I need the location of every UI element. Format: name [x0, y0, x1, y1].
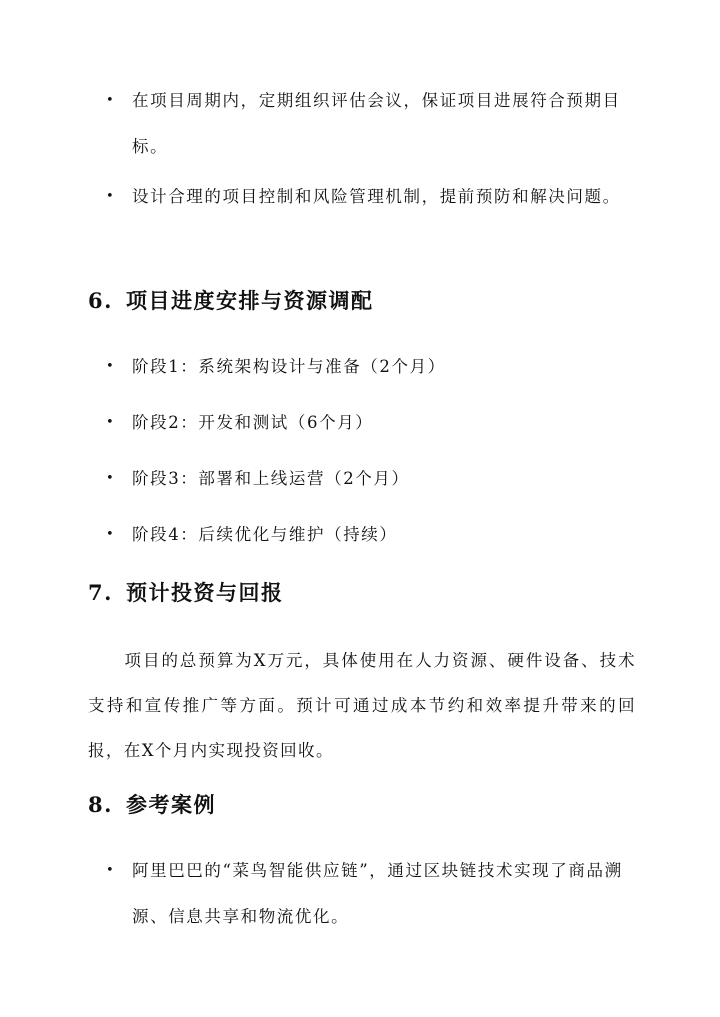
section-paragraph — [88, 638, 636, 773]
list-item-text: 阶段4：后续优化与维护（持续） — [132, 525, 398, 544]
section-title: 参考案例 — [126, 792, 216, 817]
section-number: 7. — [88, 580, 113, 605]
section-number: 8. — [88, 792, 113, 817]
section-number: 6. — [88, 288, 113, 313]
list-item — [108, 344, 628, 390]
list-item — [108, 848, 628, 940]
section-title: 预计投资与回报 — [126, 580, 284, 605]
list-item-text: 阶段2：开发和测试（6个月） — [132, 413, 374, 432]
bullet-icon: • — [106, 189, 116, 204]
list-item — [108, 400, 628, 446]
list-item — [108, 512, 628, 558]
paragraph-text: 项目的总预算为X万元，具体使用在人力资源、硬件设备、技术支持和宣传推广等方面。预计可通过成本节约和效率提升带来的回报，在X个月内实现投资回收。 — [88, 651, 636, 760]
list-item-text: 在项目周期内，定期组织评估会议，保证项目进展符合预期目标。 — [132, 91, 621, 156]
section-title: 项目进度安排与资源调配 — [126, 288, 374, 313]
list-item-text: 阶段3：部署和上线运营（2个月） — [132, 469, 410, 488]
bullet-icon: • — [106, 863, 116, 878]
bullet-icon: • — [106, 415, 116, 430]
list-item — [108, 456, 628, 502]
list-item — [108, 78, 628, 170]
list-item — [108, 174, 628, 220]
section-heading — [88, 790, 216, 820]
bullet-icon: • — [106, 471, 116, 486]
list-item-text: 阶段1：系统架构设计与准备（2个月） — [132, 357, 446, 376]
bullet-icon: • — [106, 359, 116, 374]
bullet-icon: • — [106, 93, 116, 108]
section-heading — [88, 578, 284, 608]
bullet-icon: • — [106, 527, 116, 542]
list-item-text: 设计合理的项目控制和风险管理机制，提前预防和解决问题。 — [132, 187, 621, 206]
list-item-text: 阿里巴巴的“菜鸟智能供应链”，通过区块链技术实现了商品溯源、信息共享和物流优化。 — [132, 861, 623, 926]
section-heading — [88, 286, 374, 316]
